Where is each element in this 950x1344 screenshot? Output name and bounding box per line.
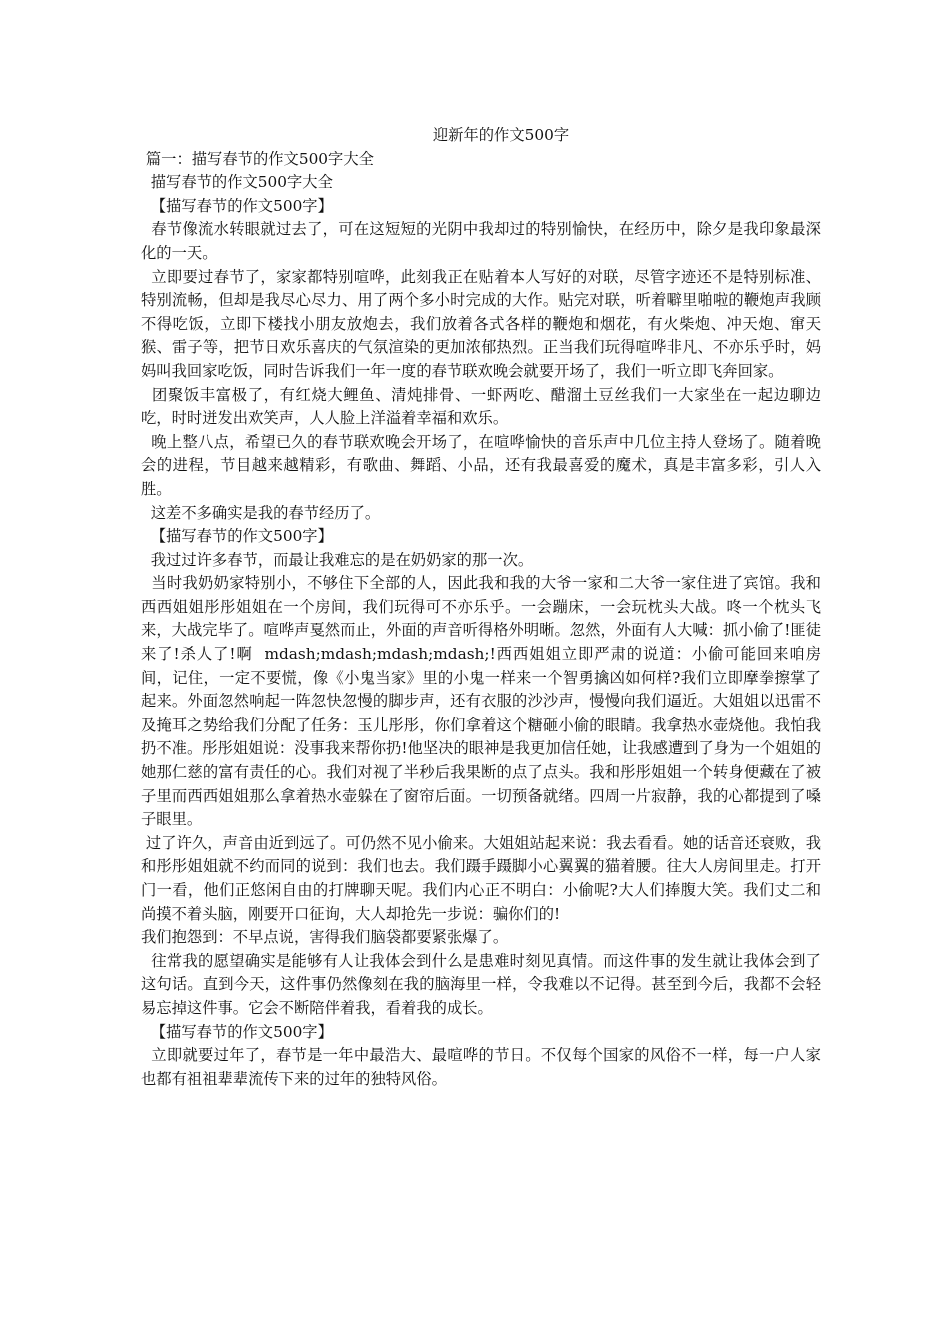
paragraph: 过了许久，声音由近到远了。可仍然不见小偷来。大姐姐站起来说：我去看看。她的话音还衰败，我和彤彤姐姐就不约而同的说到：我们也去。我们蹑手蹑脚小心翼翼的猫着腰。往大人房间里走。打开门一看，他们正悠闲自由的打牌聊天呢。我们内心正不明白：小偷呢?大人们捧腹大笑。我们丈二和尚摸不着头脑，刚要开口征询，大人却抢先一步说：骗你们的! <box>141 833 821 923</box>
paragraph: 这差不多确实是我的春节经历了。 <box>141 503 381 522</box>
paragraph: 当时我奶奶家特别小，不够住下全部的人，因此我和我的大爷一家和二大爷一家住进了宾馆。我和西西姐姐彤彤姐姐在一个房间，我们玩得可不亦乐乎。一会蹦床，一会玩枕头大战。咚一个枕头飞来，大战完毕了。喧哗声戛然而止，外面的声音听得格外明晰。忽然，外面有人大喊：抓小偷了!匪徒来了!杀人了!啊 mdash;mdash;mdash;mdash;!西西姐姐立即严肃的说道：小偷可能回来咱房间，记住，一定不要慌，像《小鬼当家》里的小鬼一样来一个智勇擒凶如何样?我们立即摩拳擦掌了起来。外面忽然响起一阵忽快忽慢的脚步声，还有衣服的沙沙声，慢慢向我们逼近。大姐姐以迅雷不及掩耳之势给我们分配了任务：玉儿彤彤，你们拿着这个糖砸小偷的眼睛。我拿热水壶烧他。我怕我扔不准。彤彤姐姐说：没事我来帮你扔!他坚决的眼神是我更加信任她，让我感遭到了身为一个姐姐的她那仁慈的富有责任的心。我们对视了半秒后我果断的点了点头。我和彤彤姐姐一个转身便藏在了被子里而西西姐姐那么拿着热水壶躲在了窗帘后面。一切预备就绪。四周一片寂静，我的心都提到了嗓子眼里。 <box>141 574 821 829</box>
paragraph: 春节像流水转眼就过去了，可在这短短的光阴中我却过的特别愉快，在经历中，除夕是我印象最深化的一天。 <box>141 220 821 262</box>
paragraph: 我过过许多春节，而最让我难忘的是在奶奶家的那一次。 <box>141 550 534 569</box>
section-heading: 篇一：描写春节的作文500字大全 <box>141 149 374 168</box>
paragraph: 往常我的愿望确实是能够有人让我体会到什么是患难时刻见真情。而这件事的发生就让我体会到了这句话。直到今天，这件事仍然像刻在我的脑海里一样，令我难以不记得。甚至到今后，我都不会轻易忘掉这件事。它会不断陪伴着我，看着我的成长。 <box>141 951 821 1017</box>
document-title: 迎新年的作文500字 <box>432 126 570 144</box>
essay-heading: 【描写春节的作文500字】 <box>141 1022 333 1041</box>
document-body <box>141 124 821 1091</box>
paragraph: 立即就要过年了，春节是一年中最浩大、最喧哗的节日。不仅每个国家的风俗不一样，每一户人家也都有祖祖辈辈流传下来的过年的独特风俗。 <box>141 1046 821 1088</box>
subheading: 描写春节的作文500字大全 <box>141 173 333 192</box>
paragraph: 晚上整八点，希望已久的春节联欢晚会开场了，在喧哗愉快的音乐声中几位主持人登场了。随着晚会的进程，节目越来越精彩，有歌曲、舞蹈、小品，还有我最喜爱的魔术，真是丰富多彩，引人入胜。 <box>141 432 821 498</box>
paragraph: 我们抱怨到：不早点说，害得我们脑袋都要紧张爆了。 <box>141 928 509 947</box>
paragraph: 立即要过春节了，家家都特别喧哗，此刻我正在贴着本人写好的对联，尽管字迹还不是特别标准、特别流畅，但却是我尽心尽力、用了两个多小时完成的大作。贴完对联，听着噼里啪啦的鞭炮声我顾不得吃饭，立即下楼找小朋友放炮去，我们放着各式各样的鞭炮和烟花，有火柴炮、冲天炮、窜天猴、雷子等，把节日欢乐喜庆的气氛渲染的更加浓郁热烈。正当我们玩得喧哗非凡、不亦乐乎时，妈妈叫我回家吃饭，同时告诉我们一年一度的春节联欢晚会就要开场了，我们一听立即飞奔回家。 <box>141 267 821 380</box>
essay-heading: 【描写春节的作文500字】 <box>141 527 333 546</box>
paragraph: 团聚饭丰富极了，有红烧大鲤鱼、清炖排骨、一虾两吃、醋溜土豆丝我们一大家坐在一起边聊边吃，时时迸发出欢笑声，人人脸上洋溢着幸福和欢乐。 <box>141 385 821 428</box>
essay-heading: 【描写春节的作文500字】 <box>141 196 333 215</box>
